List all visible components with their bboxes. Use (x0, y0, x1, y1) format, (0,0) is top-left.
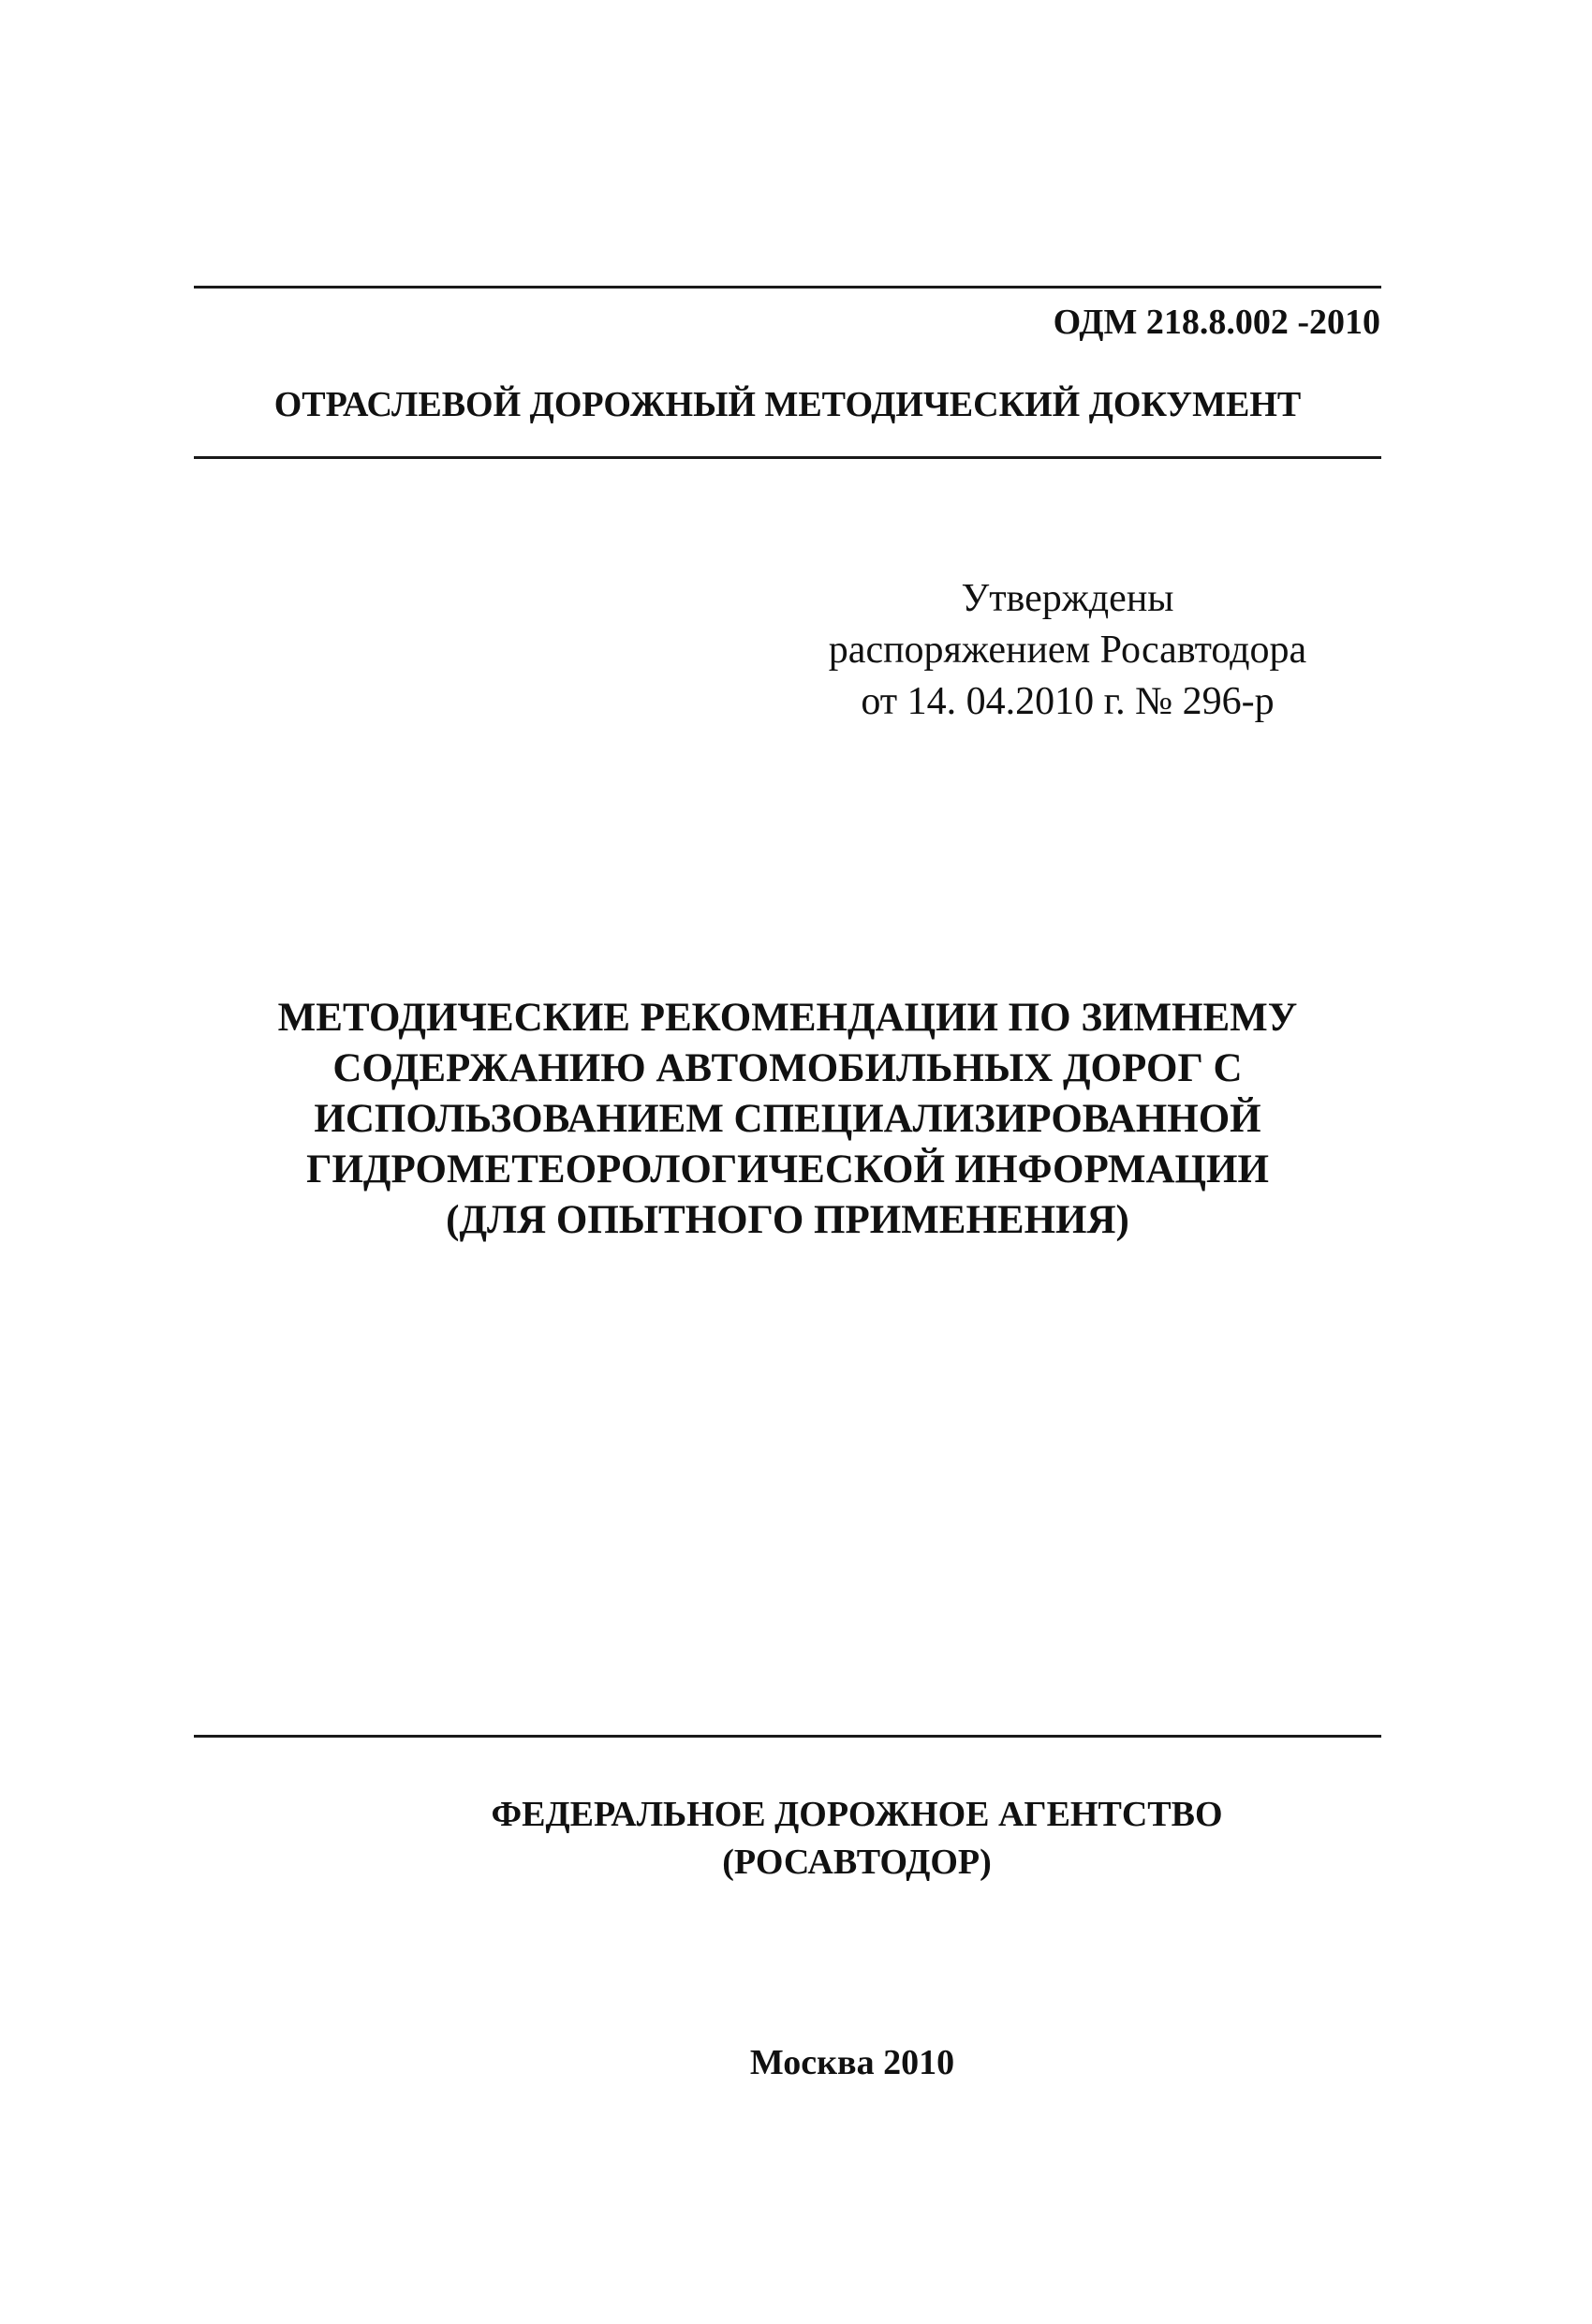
city-year: Москва 2010 (749, 2043, 955, 2082)
agency-line: (РОСАВТОДОР) (722, 1843, 992, 1882)
top-rule-lower (194, 456, 1381, 459)
title-line: ИСПОЛЬЗОВАНИЕМ СПЕЦИАЛИЗИРОВАННОЙ (314, 1097, 1261, 1141)
bottom-rule (194, 1735, 1381, 1738)
top-rule-upper (194, 286, 1381, 289)
document-title (194, 993, 1381, 1246)
title-line: СОДЕРЖАНИЮ АВТОМОБИЛЬНЫХ ДОРОГ С (332, 1046, 1243, 1090)
title-line: ГИДРОМЕТЕОРОЛОГИЧЕСКОЙ ИНФОРМАЦИИ (306, 1147, 1269, 1192)
agency-block (412, 1791, 1302, 1887)
title-line: МЕТОДИЧЕСКИЕ РЕКОМЕНДАЦИИ ПО ЗИМНЕМУ (277, 996, 1298, 1040)
approval-block (768, 573, 1367, 728)
title-line: (ДЛЯ ОПЫТНОГО ПРИМЕНЕНИЯ) (446, 1198, 1129, 1242)
agency-line: ФЕДЕРАЛЬНОЕ ДОРОЖНОЕ АГЕНТСТВО (491, 1795, 1223, 1834)
approval-line: от 14. 04.2010 г. № 296-р (861, 680, 1275, 723)
document-code: ОДМ 218.8.002 -2010 (1053, 303, 1380, 342)
approval-line: Утверждены (961, 577, 1174, 620)
approval-line: распоряжением Росавтодора (828, 629, 1307, 672)
document-type: ОТРАСЛЕВОЙ ДОРОЖНЫЙ МЕТОДИЧЕСКИЙ ДОКУМЕНТ (273, 385, 1302, 424)
